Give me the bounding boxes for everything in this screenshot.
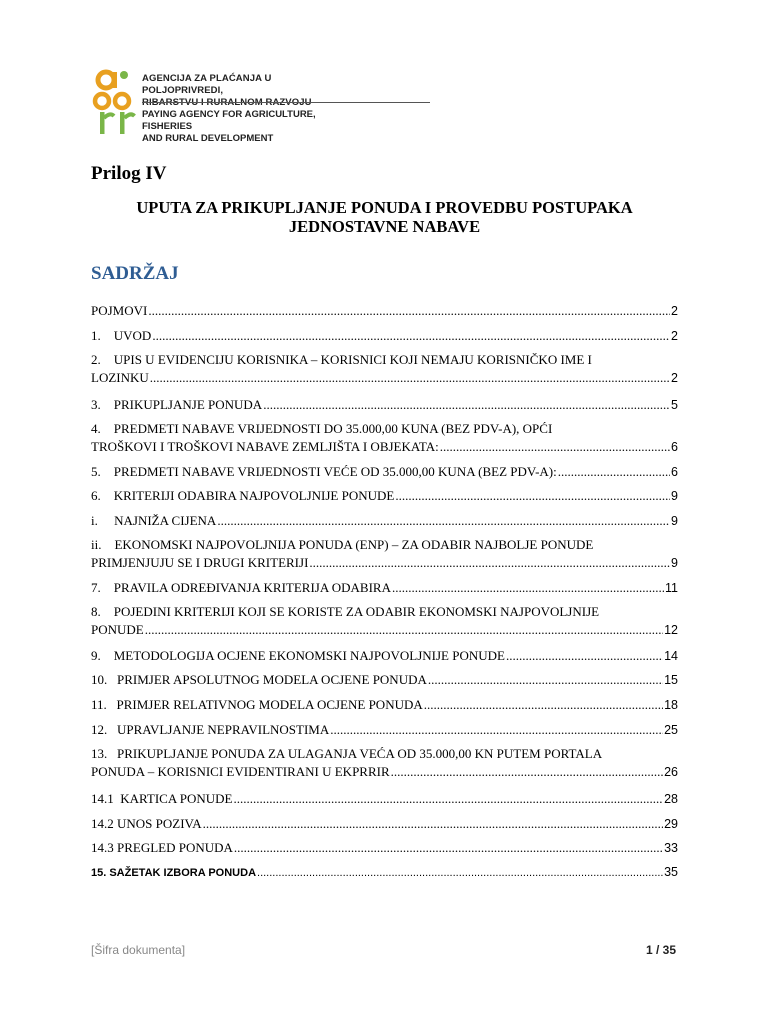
toc-leader-dots [424,696,663,714]
toc-page-number: 9 [671,489,678,503]
toc-entry[interactable] [91,696,678,714]
toc-page-number: 5 [671,398,678,412]
toc-page-number: 26 [664,765,678,779]
document-title: UPUTA ZA PRIKUPLJANJE PONUDA I PROVEDBU POSTUPAKA JEDNOSTAVNE NABAVE [136,198,633,236]
toc-page-number: 6 [671,440,678,454]
toc-leader-dots [203,815,663,833]
toc-entry[interactable] [91,815,678,833]
toc-entry-text: PRIMJENJUJU SE I DRUGI KRITERIJI [91,555,309,570]
toc-entry-text: 5. PREDMETI NABAVE VRIJEDNOSTI VEĆE OD 35.000,00 KUNA (BEZ PDV-A): [91,464,557,479]
toc-entry[interactable] [91,302,678,320]
toc-entry-text: 6. KRITERIJI ODABIRA NAJPOVOLJNIJE PONUDE [91,488,395,503]
toc-entry-text: 10. PRIMJER APSOLUTNOG MODELA OCJENE PONUDA [91,672,427,687]
toc-entry[interactable] [91,327,678,345]
toc-heading: SADRŽAJ [91,263,179,284]
toc-entry-text: PONUDA – KORISNICI EVIDENTIRANI U EKPRRIR [91,764,390,779]
toc-entry[interactable] [91,647,678,665]
annex-label: Prilog IV [91,163,167,184]
toc-entry[interactable] [91,463,678,481]
toc-entry-text: 8. POJEDINI KRITERIJI KOJI SE KORISTE ZA ODABIR EKONOMSKI NAJPOVOLJNIJE [91,604,600,619]
toc-entry-text: LOZINKU [91,370,149,385]
toc-leader-dots [392,579,664,597]
toc-entry[interactable] [91,721,678,739]
toc-leader-dots [391,763,663,781]
toc-entry-text: 13. PRIKUPLJANJE PONUDA ZA ULAGANJA VEĆA OD 35.000,00 KN PUTEM PORTALA [91,746,603,761]
toc-leader-dots [150,369,670,387]
toc-page-number: 14 [664,649,678,663]
toc-entry[interactable] [91,671,678,689]
toc-leader-dots [309,554,670,572]
toc-page-number: 29 [664,817,678,831]
toc-entry[interactable] [91,487,678,505]
toc-entry[interactable] [91,420,678,456]
toc-entry-text: ii. EKONOMSKI NAJPOVOLJNIJA PONUDA (ENP) – ZA ODABIR NAJBOLJE PONUDE [91,537,594,552]
toc-entry-text: POJMOVI [91,303,148,318]
toc-entry-text: 2. UPIS U EVIDENCIJU KORISNIKA – KORISNICI KOJI NEMAJU KORISNIČKO IME I [91,352,592,367]
toc-entry[interactable] [91,863,678,882]
toc-leader-dots [145,621,663,639]
toc-entry-text: 1. UVOD [91,328,152,343]
toc-entry-text: 11. PRIMJER RELATIVNOG MODELA OCJENE PONUDA [91,697,423,712]
toc-entry[interactable] [91,839,678,857]
logo-divider [142,102,430,103]
toc-entry-text: 15. SAŽETAK IZBORA PONUDA [91,867,257,879]
toc-entry-text: 12. UPRAVLJANJE NEPRAVILNOSTIMA [91,722,330,737]
logo-text-english: PAYING AGENCY FOR AGRICULTURE, FISHERIES AND RURAL DEVELOPMENT [142,109,316,144]
toc-page-number: 35 [664,865,678,879]
toc-entry-text: 14.1 KARTICA PONUDE [91,791,233,806]
toc-page-number: 28 [664,792,678,806]
toc-entry-text: 9. METODOLOGIJA OCJENE EKONOMSKI NAJPOVOLJNIJE PONUDE [91,648,505,663]
page-number: 1 / 35 [645,943,676,957]
toc-leader-dots [152,327,670,345]
toc-entry[interactable] [91,790,678,808]
toc-entry-text: 14.3 PREGLED PONUDA [91,840,233,855]
toc-leader-dots [263,396,670,414]
toc-page-number: 9 [671,556,678,570]
toc-leader-dots [428,671,663,689]
toc-page-number: 9 [671,514,678,528]
toc-leader-dots [148,302,670,320]
toc-page-number: 25 [664,723,678,737]
toc-entry-text: 4. PREDMETI NABAVE VRIJEDNOSTI DO 35.000,00 KUNA (BEZ PDV-A), OPĆI [91,421,553,436]
apprrr-logo-icon [90,68,136,138]
toc-entry-text: TROŠKOVI I TROŠKOVI NABAVE ZEMLJIŠTA I OBJEKATA: [91,439,439,454]
toc-page-number: 15 [664,673,678,687]
toc-entry[interactable] [91,396,678,414]
toc-page-number: 2 [671,371,678,385]
toc-entry[interactable] [91,351,678,387]
toc-entry[interactable] [91,536,678,572]
toc-entry-text: 14.2 UNOS POZIVA [91,816,202,831]
toc-leader-dots [440,438,670,456]
toc-leader-dots [257,864,663,882]
toc-entry-text: 7. PRAVILA ODREĐIVANJA KRITERIJA ODABIRA [91,580,391,595]
toc-entry-text: i. NAJNIŽA CIJENA [91,513,217,528]
logo-text-croatian: AGENCIJA ZA PLAĆANJA U POLJOPRIVREDI, RIBARSTVU I RURALNOM RAZVOJU [142,73,312,108]
toc-entry[interactable] [91,512,678,530]
toc-leader-dots [558,463,670,481]
document-code: [Šifra dokumenta] [91,943,186,957]
agency-logo [90,68,350,144]
toc-page-number: 33 [664,841,678,855]
toc-page-number: 2 [671,304,678,318]
toc-leader-dots [234,790,664,808]
toc-entry-text: 3. PRIKUPLJANJE PONUDA [91,397,263,412]
toc-page-number: 11 [665,581,678,595]
toc-page-number: 12 [664,623,678,637]
toc-entry[interactable] [91,745,678,781]
toc-page-number: 2 [671,329,678,343]
toc-leader-dots [395,487,670,505]
toc-leader-dots [234,839,663,857]
toc-entry-text: PONUDE [91,622,144,637]
toc-leader-dots [217,512,670,530]
toc-page-number: 6 [671,465,678,479]
toc-leader-dots [506,647,663,665]
toc-entry[interactable] [91,603,678,639]
toc-entry[interactable] [91,579,678,597]
toc-leader-dots [330,721,663,739]
toc-page-number: 18 [664,698,678,712]
